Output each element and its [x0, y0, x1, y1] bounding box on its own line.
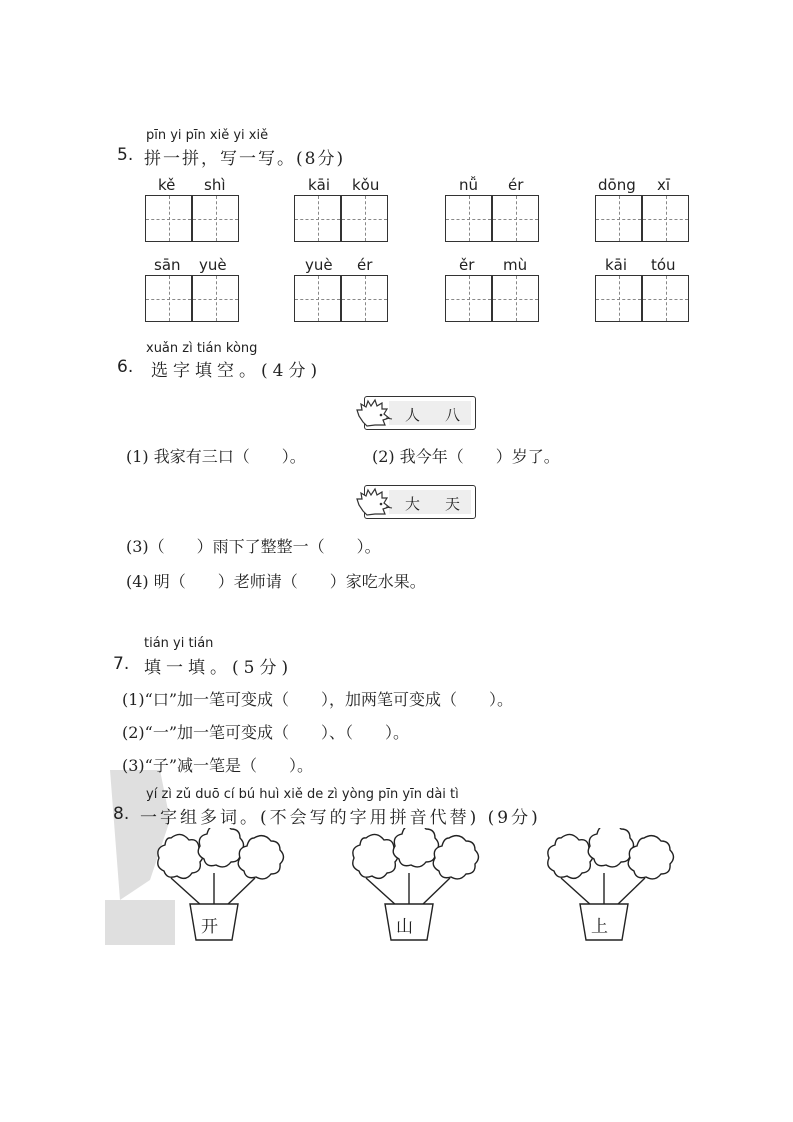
writing-box[interactable] — [595, 195, 642, 242]
q6-item-4: (4) 明（ ）老师请（ ）家吃水果。 — [126, 572, 426, 591]
writing-box[interactable] — [192, 275, 239, 322]
q5-pinyin: pīn yi pīn xiě yi xiě — [146, 128, 269, 143]
writing-box[interactable] — [145, 275, 192, 322]
q7-item-3: (3)“子”减一笔是（ ）。 — [122, 756, 314, 775]
q7-item-1: (1)“口”加一笔可变成（ ），加两笔可变成（ ）。 — [122, 690, 514, 709]
writing-box[interactable] — [192, 195, 239, 242]
hedgehog-icon — [355, 398, 395, 430]
q8-title: 一字组多词。(不会写的字用拼音代替) (9分) — [140, 808, 541, 828]
choice-char: 人 — [405, 406, 421, 424]
hedgehog-icon — [355, 487, 395, 519]
q7-title: 填一填。(5分) — [144, 658, 294, 678]
q8-pinyin: yí zì zǔ duō cí bú huì xiě de zì yòng pīn yīn dài tì — [146, 787, 459, 802]
flower-pot — [140, 828, 290, 948]
word-pinyin-b: mù — [503, 256, 528, 274]
writing-box[interactable] — [642, 275, 689, 322]
word-pinyin-a: kāi — [605, 256, 628, 274]
word-pinyin-b: shì — [204, 176, 226, 194]
word-pinyin-b: tóu — [651, 256, 676, 274]
pot-character: 山 — [396, 917, 413, 937]
word-pinyin-b: xī — [657, 176, 671, 194]
q6-pinyin: xuǎn zì tián kòng — [146, 341, 258, 356]
choice-char: 大 — [405, 495, 421, 513]
word-pinyin-b: kǒu — [352, 176, 380, 194]
q6-item-3: (3)（ ）雨下了整整一（ ）。 — [126, 537, 381, 556]
writing-box[interactable] — [445, 275, 492, 322]
word-pinyin-a: kě — [158, 176, 176, 194]
writing-box[interactable] — [294, 195, 341, 242]
writing-box[interactable] — [341, 195, 388, 242]
q6-item-2: (2) 我今年（ ）岁了。 — [372, 447, 560, 466]
pot-character: 上 — [591, 917, 608, 937]
q6-number: 6. — [117, 357, 134, 377]
q7-pinyin: tián yi tián — [144, 636, 214, 651]
writing-box[interactable] — [492, 195, 539, 242]
word-pinyin-a: ěr — [459, 256, 475, 274]
writing-box[interactable] — [595, 275, 642, 322]
word-pinyin-a: kāi — [308, 176, 331, 194]
writing-box[interactable] — [145, 195, 192, 242]
flower-pot — [530, 828, 680, 948]
writing-box[interactable] — [445, 195, 492, 242]
word-choice-tag — [364, 396, 476, 430]
word-pinyin-a: yuè — [305, 256, 333, 274]
q5-number: 5. — [117, 145, 134, 165]
choice-char: 八 — [445, 406, 461, 424]
word-pinyin-b: yuè — [199, 256, 227, 274]
q7-item-2: (2)“一”加一笔可变成（ ）、（ ）。 — [122, 723, 410, 742]
flower-pot — [335, 828, 485, 948]
q8-number: 8. — [113, 804, 130, 824]
word-choice-tag — [364, 485, 476, 519]
word-pinyin-b: ér — [508, 176, 524, 194]
q5-title: 拼一拼，写一写。(8分) — [144, 149, 346, 169]
writing-box[interactable] — [294, 275, 341, 322]
word-pinyin-a: sān — [154, 256, 181, 274]
q6-item-1: (1) 我家有三口（ ）。 — [126, 447, 306, 466]
word-pinyin-b: ér — [357, 256, 373, 274]
writing-box[interactable] — [341, 275, 388, 322]
word-pinyin-a: nǚ — [459, 176, 479, 194]
writing-box[interactable] — [642, 195, 689, 242]
q6-title: 选字填空。(4分) — [151, 361, 323, 381]
word-pinyin-a: dōng — [598, 176, 636, 194]
choice-char: 天 — [445, 495, 461, 513]
writing-box[interactable] — [492, 275, 539, 322]
q7-number: 7. — [113, 654, 130, 674]
pot-character: 开 — [201, 917, 218, 937]
